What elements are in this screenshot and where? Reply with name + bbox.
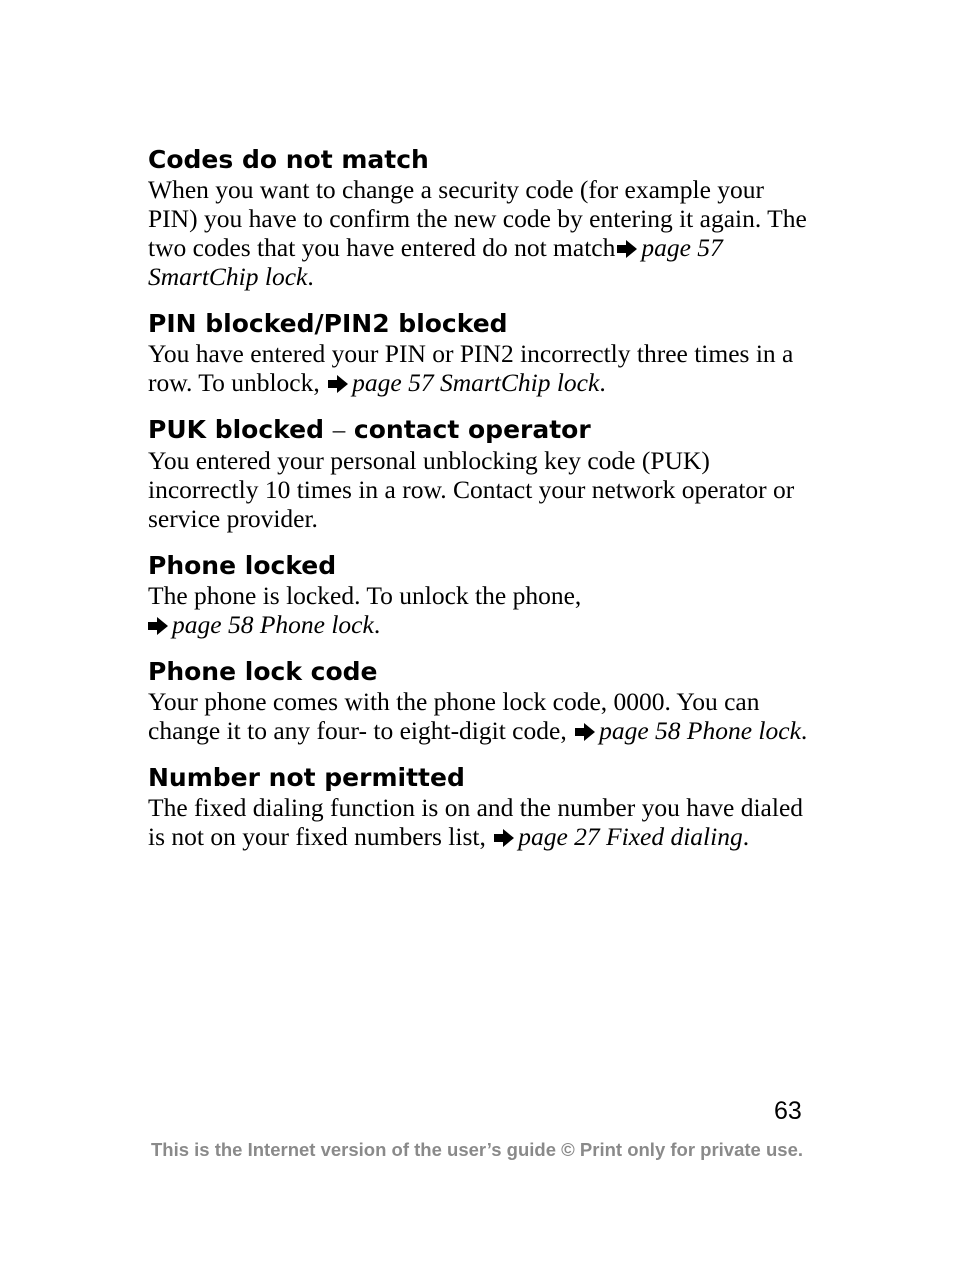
section-heading: Phone lock code: [148, 657, 378, 686]
arrow-right-icon: [575, 721, 595, 739]
section-heading: [148, 415, 808, 446]
section-heading: Phone locked: [148, 551, 337, 580]
arrow-right-icon: [328, 373, 348, 391]
page-reference-link[interactable]: page 27 Fixed dialing: [518, 822, 743, 851]
arrow-right-icon: [494, 827, 514, 845]
section-phone-locked: [148, 551, 808, 639]
body-text-end: .: [800, 716, 808, 745]
heading-dash: –: [332, 417, 346, 444]
heading-part-b: contact operator: [353, 415, 591, 444]
body-text-end: .: [599, 368, 606, 397]
page-reference-link[interactable]: page 58 Phone lock: [599, 716, 801, 745]
section-body: [148, 581, 808, 639]
body-text-end: .: [742, 822, 750, 851]
section-pin-blocked: [148, 309, 808, 397]
body-text: You have entered your PIN or PIN2 incorrectly three times in a row. To unblock,: [148, 339, 794, 397]
section-body: [148, 446, 808, 533]
arrow-right-icon: [148, 615, 168, 633]
body-text: The fixed dialing function is on and the number you have dialed is not on your fixed numbers list,: [148, 793, 804, 851]
section-number-not-permitted: [148, 763, 808, 851]
section-heading: Number not permitted: [148, 763, 465, 792]
body-text: Your phone comes with the phone lock code, 0000. You can change it to any four- to eight-digit code,: [148, 687, 760, 745]
section-body: [148, 687, 808, 745]
body-text: The phone is locked. To unlock the phone,: [148, 581, 582, 610]
page-content: [148, 145, 808, 869]
section-phone-lock-code: [148, 657, 808, 745]
body-text-end: .: [307, 262, 314, 291]
heading-part-a: PUK blocked: [148, 415, 324, 444]
body-text-end: .: [373, 610, 381, 639]
page-reference-link[interactable]: page 58 Phone lock: [172, 610, 374, 639]
section-heading: Codes do not match: [148, 145, 429, 174]
page-reference-link[interactable]: page 57 SmartChip lock: [148, 233, 723, 291]
section-puk-blocked: [148, 415, 808, 533]
page-number: 63: [774, 1097, 802, 1125]
section-body: [148, 175, 808, 291]
arrow-right-icon: [617, 238, 637, 256]
footer-notice: This is the Internet version of the user’s guide © Print only for private use.: [150, 1139, 803, 1160]
section-codes-do-not-match: [148, 145, 808, 291]
section-heading: PIN blocked/PIN2 blocked: [148, 309, 508, 338]
section-body: [148, 339, 808, 397]
body-text: When you want to change a security code (for example your PIN) you have to confirm the new code by entering it again. The two codes that you have entered do not match: [148, 175, 807, 262]
section-body: [148, 793, 808, 851]
body-text: You entered your personal unblocking key code (PUK) incorrectly 10 times in a row. Contact your network operator or service provider.: [148, 446, 795, 533]
page-reference-link[interactable]: page 57 SmartChip lock: [352, 368, 600, 397]
